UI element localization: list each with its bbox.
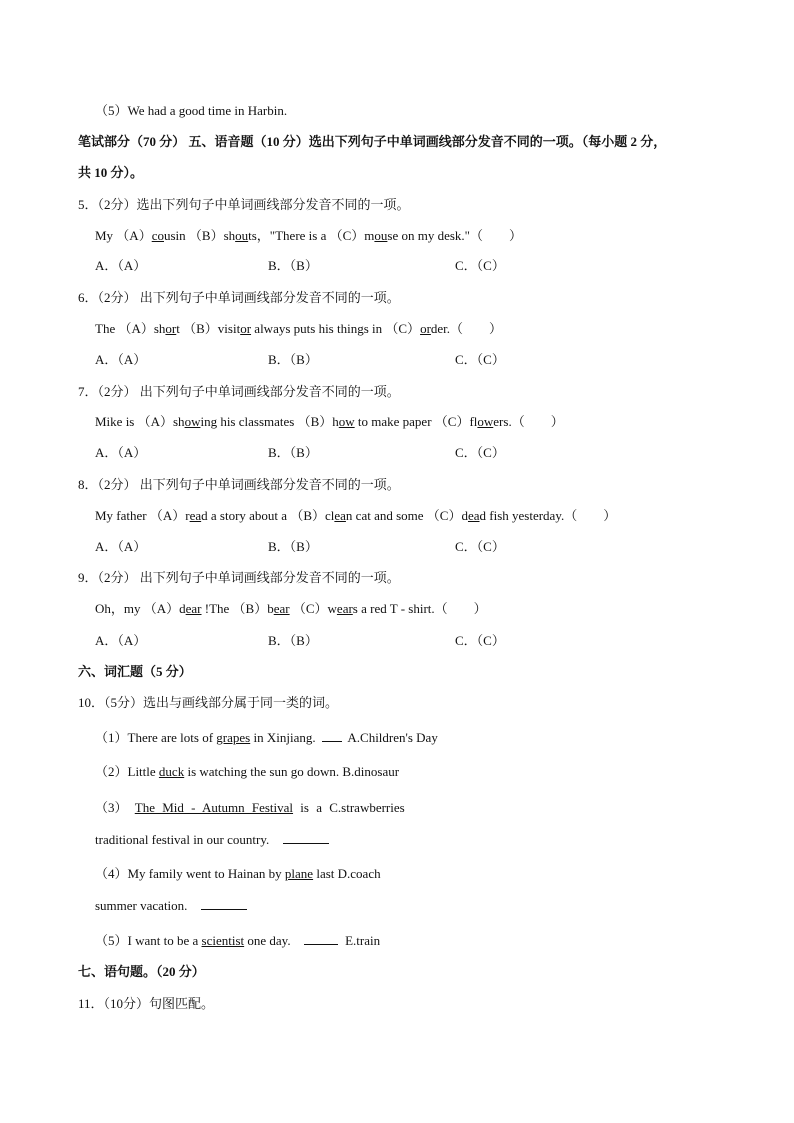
question-10-header: 10．（5分）选出与画线部分属于同一类的词。: [78, 695, 339, 710]
answer-blank[interactable]: [283, 831, 329, 844]
option-a[interactable]: A．（A）: [95, 539, 147, 554]
question-sentence: My father （A）read a story about a （B）clean cat and some （C）dead fish yesterday.（ ）: [95, 508, 617, 523]
option-b[interactable]: B．（B）: [268, 445, 318, 460]
question-sentence: The （A）short （B）visitor always puts his things in （C）order.（ ）: [95, 321, 503, 336]
option-a[interactable]: A．（A）: [95, 258, 147, 273]
intro-item-5: （5）We had a good time in Harbin.: [95, 103, 288, 118]
answer-blank[interactable]: [304, 932, 338, 945]
question-sentence: Mike is （A）showing his classmates （B）how to make paper （C）flowers.（ ）: [95, 414, 564, 429]
option-b[interactable]: B．（B）: [268, 633, 318, 648]
question-header: 7．（2分） 出下列句子中单词画线部分发音不同的一项。: [78, 384, 400, 399]
option-b[interactable]: B．（B）: [268, 539, 318, 554]
vocab-item-2: （2）Little duck is watching the sun go down. B.dinosaur: [95, 764, 400, 779]
answer-blank[interactable]: [322, 729, 342, 742]
option-a[interactable]: A．（A）: [95, 352, 147, 367]
option-c[interactable]: C．（C）: [455, 445, 505, 460]
question-header: 9．（2分） 出下列句子中单词画线部分发音不同的一项。: [78, 570, 400, 585]
vocab-item-3-cont: traditional festival in our country.: [95, 831, 329, 848]
section-written-header: 笔试部分（70 分） 五、语音题（10 分）选出下列句子中单词画线部分发音不同的一项。（每小题 2 分，: [78, 134, 667, 149]
vocab-item-3: （3） The Mid - Autumn Festival is a C.strawberries: [95, 800, 405, 815]
vocab-item-5: （5）I want to be a scientist one day. E.train: [95, 933, 381, 948]
option-b[interactable]: B．（B）: [268, 258, 318, 273]
question-header: 5．（2分）选出下列句子中单词画线部分发音不同的一项。: [78, 197, 410, 212]
section-written-header-cont: 共 10 分）。: [78, 165, 144, 180]
section-7-title: 七、语句题。（20 分）: [78, 964, 205, 979]
option-c[interactable]: C．（C）: [455, 633, 505, 648]
answer-blank[interactable]: [201, 897, 247, 910]
section-6-title: 六、词汇题（5 分）: [78, 664, 192, 679]
vocab-item-1: （1）There are lots of grapes in Xinjiang. A.Children's Day: [95, 730, 438, 745]
vocab-item-4: （4）My family went to Hainan by plane last D.coach: [95, 866, 381, 881]
vocab-item-4-cont: summer vacation.: [95, 897, 247, 914]
option-c[interactable]: C．（C）: [455, 352, 505, 367]
question-11-header: 11．（10分）句图匹配。: [78, 996, 215, 1011]
question-header: 8．（2分） 出下列句子中单词画线部分发音不同的一项。: [78, 477, 400, 492]
option-c[interactable]: C．（C）: [455, 539, 505, 554]
option-a[interactable]: A．（A）: [95, 445, 147, 460]
option-c[interactable]: C．（C）: [455, 258, 505, 273]
option-a[interactable]: A．（A）: [95, 633, 147, 648]
question-header: 6．（2分） 出下列句子中单词画线部分发音不同的一项。: [78, 290, 400, 305]
question-sentence: Oh，my （A）dear !The （B）bear （C）wears a red T - shirt.（ ）: [95, 601, 487, 616]
question-sentence: My （A）cousin （B）shouts，"There is a （C）mouse on my desk."（ ）: [95, 228, 522, 243]
option-b[interactable]: B．（B）: [268, 352, 318, 367]
